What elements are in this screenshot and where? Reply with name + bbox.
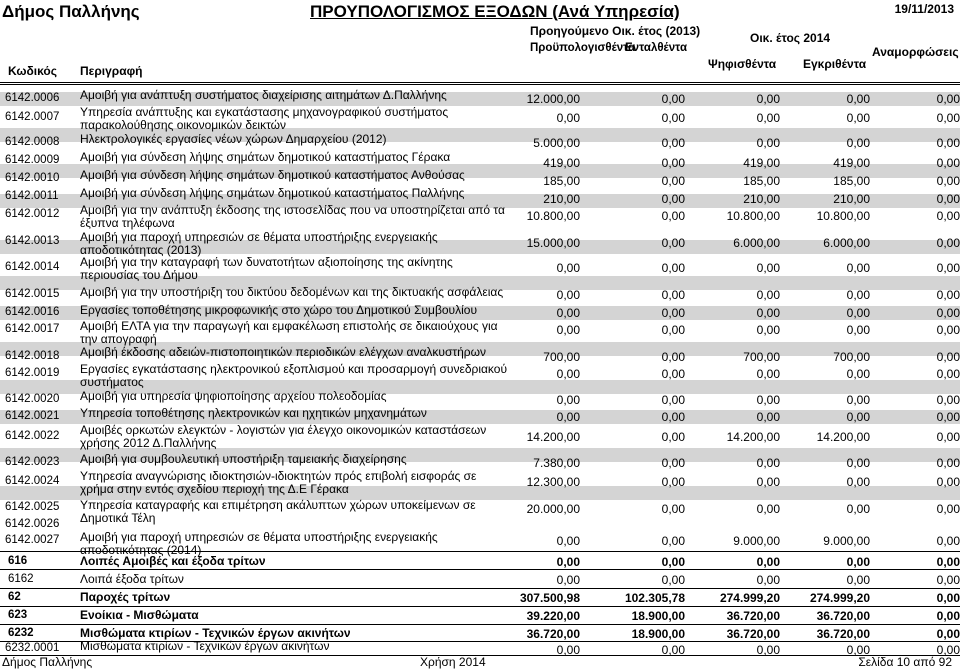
row-desc: Αμοιβή για παροχή υπηρεσιών σε θέματα υποστήριξης ενεργειακής αποδοτικότητας (2014): [80, 530, 438, 557]
row-revisions: 0,00: [936, 111, 960, 125]
row-desc: Εργασίες εγκατάστασης ηλεκτρονικού εξοπλισμού και προσαρμογή συνεδριακού συστήματος: [80, 362, 508, 389]
row-voted: 0,00: [756, 367, 780, 381]
row-budgeted: 0,00: [556, 367, 580, 381]
summary-budgeted: 0,00: [556, 555, 580, 569]
row-code: 6142.0026: [5, 518, 60, 530]
row-approved: 9.000,00: [823, 534, 870, 548]
row-voted: 700,00: [743, 350, 780, 364]
row-voted: 0,00: [756, 288, 780, 302]
row-voted: 0,00: [756, 306, 780, 320]
row-budgeted: 5.000,00: [533, 136, 580, 150]
row-voted: 0,00: [756, 393, 780, 407]
row-code: 6142.0018: [5, 350, 60, 362]
row-committed: 0,00: [661, 430, 685, 444]
row-approved: 0,00: [846, 261, 870, 275]
row-budgeted: 12.300,00: [526, 475, 580, 489]
row-budgeted: 0,00: [556, 534, 580, 548]
row-budgeted: 20.000,00: [526, 502, 580, 516]
row-voted: 210,00: [743, 192, 780, 206]
row-approved: 0,00: [846, 323, 870, 337]
row-budgeted: 210,00: [543, 192, 580, 206]
summary-committed: 0,00: [661, 573, 685, 587]
row-voted: 0,00: [756, 92, 780, 106]
row-revisions: 0,00: [936, 430, 960, 444]
row-code: 6142.0025: [5, 501, 60, 513]
row-desc: Αμοιβή για την ανάπτυξη έκδοσης της ιστοσελίδας που να υποστηρίζεται από τα έξυπνα τηλέφωνα: [80, 203, 505, 230]
row-approved: 14.200,00: [816, 430, 870, 444]
row-budgeted: 12.000,00: [526, 92, 580, 106]
row-voted: 9.000,00: [733, 534, 780, 548]
footer-municipality: Δήμος Παλλήνης: [2, 655, 93, 669]
header-divider-2: [0, 84, 960, 85]
row-code: 6142.0012: [5, 208, 60, 220]
row-code: 6142.0009: [5, 154, 60, 166]
row-committed: 0,00: [661, 209, 685, 223]
row-voted: 6.000,00: [733, 236, 780, 250]
row-revisions: 0,00: [936, 306, 960, 320]
row-revisions: 0,00: [936, 393, 960, 407]
row-code: 6142.0010: [5, 172, 60, 184]
summary-voted: 0,00: [756, 555, 780, 569]
summary-revisions: 0,00: [936, 627, 960, 641]
row-desc: Υπηρεσία αναγνώρισης ιδιοκτησιών-ιδιοκτητών πρός επιβολή εισφοράς σε χρήμα στην εντός σχεδίου περιοχή της Δ.Ε Γέρακα: [80, 469, 477, 496]
row-desc: Αμοιβή ΕΛΤΑ για την παραγωγή και εμφακέλωση επιστολής σε δικαιούχους για την απογραφή: [80, 319, 498, 346]
row-budgeted: 10.800,00: [526, 209, 580, 223]
row-committed: 0,00: [661, 456, 685, 470]
summary-code: 623: [8, 609, 28, 621]
voted-header: Ψηφισθέντα: [708, 57, 777, 71]
row-committed: 0,00: [661, 288, 685, 302]
summary-revisions: 0,00: [936, 591, 960, 605]
row-approved: 0,00: [846, 288, 870, 302]
row-committed: 0,00: [661, 156, 685, 170]
row-committed: 0,00: [661, 502, 685, 516]
row-desc: Αμοιβή για ανάπτυξη συστήματος διαχείρισης αιτημάτων Δ.Παλλήνης: [80, 88, 447, 102]
row-budgeted: 0,00: [556, 111, 580, 125]
row-approved: 10.800,00: [816, 209, 870, 223]
summary-desc: Λοιπά έξοδα τρίτων: [80, 572, 184, 586]
summary-committed: 102.305,78: [624, 591, 685, 605]
row-revisions: 0,00: [936, 502, 960, 516]
row-approved: 0,00: [846, 136, 870, 150]
row-committed: 0,00: [661, 136, 685, 150]
row-desc: Αμοιβή για σύνδεση λήψης σημάτων δημοτικού καταστήματος Παλλήνης: [80, 186, 465, 200]
row-approved: 210,00: [833, 192, 870, 206]
row-approved: 0,00: [846, 456, 870, 470]
row-desc: Αμοιβή για παροχή υπηρεσιών σε θέματα υποστήριξης ενεργειακής αποδοτικότητας (2013): [80, 230, 438, 257]
description-header: Περιγραφή: [80, 64, 143, 78]
row-approved: 0,00: [846, 367, 870, 381]
row-approved: 0,00: [846, 475, 870, 489]
row-approved: 185,00: [833, 174, 870, 188]
municipality-title: Δήμος Παλλήνης: [2, 2, 140, 21]
summary-voted: 0,00: [756, 573, 780, 587]
footer-page: Σελίδα 10 από 92: [858, 655, 952, 669]
row-approved: 0,00: [846, 393, 870, 407]
row-revisions: 0,00: [936, 236, 960, 250]
summary-committed: 0,00: [661, 643, 685, 657]
row-revisions: 0,00: [936, 475, 960, 489]
summary-budgeted: 39.220,00: [526, 609, 580, 623]
row-revisions: 0,00: [936, 156, 960, 170]
report-title: ΠΡΟΥΠΟΛΟΓΙΣΜΟΣ ΕΞΟΔΩΝ (Ανά Υπηρεσία): [310, 2, 680, 21]
summary-approved: 36.720,00: [816, 609, 870, 623]
code-header: Κωδικός: [8, 64, 58, 78]
row-committed: 0,00: [661, 92, 685, 106]
row-revisions: 0,00: [936, 92, 960, 106]
row-committed: 0,00: [661, 475, 685, 489]
row-desc: Αμοιβή για υπηρεσία ψηφιοποίησης αρχείου πολεοδομίας: [80, 389, 387, 403]
summary-divider: [0, 624, 960, 625]
summary-voted: 0,00: [756, 643, 780, 657]
row-voted: 0,00: [756, 261, 780, 275]
row-budgeted: 0,00: [556, 410, 580, 424]
row-budgeted: 0,00: [556, 323, 580, 337]
summary-voted: 274.999,20: [719, 591, 780, 605]
row-approved: 0,00: [846, 410, 870, 424]
summary-budgeted: 307.500,98: [519, 591, 580, 605]
summary-approved: 274.999,20: [809, 591, 870, 605]
row-code: 6142.0015: [5, 288, 60, 300]
prev-year-header: Προηγούμενο Οικ. έτος (2013): [530, 24, 701, 38]
summary-divider: [0, 551, 960, 552]
row-desc: Υπηρεσία ανάπτυξης και εγκατάστασης μηχανογραφικού συστήματος παρακολούθησης οικονομικών δεικτών: [80, 105, 449, 132]
summary-revisions: 0,00: [936, 609, 960, 623]
row-code: 6142.0013: [5, 235, 60, 247]
summary-approved: 0,00: [846, 643, 870, 657]
row-committed: 0,00: [661, 367, 685, 381]
summary-committed: 0,00: [661, 555, 685, 569]
row-voted: 0,00: [756, 136, 780, 150]
row-code: 6142.0006: [5, 92, 60, 104]
row-code: 6142.0019: [5, 367, 60, 379]
approved-header: Εγκριθέντα: [803, 57, 867, 71]
summary-code: 6232: [8, 627, 34, 639]
summary-revisions: 0,00: [936, 555, 960, 569]
summary-code: 6162: [8, 573, 34, 585]
row-desc: Αμοιβή για σύνδεση λήψης σημάτων δημοτικού καταστήματος Ανθούσας: [80, 168, 465, 182]
row-committed: 0,00: [661, 534, 685, 548]
row-budgeted: 7.380,00: [533, 456, 580, 470]
row-committed: 0,00: [661, 393, 685, 407]
row-desc: Υπηρεσία τοποθέτησης ηλεκτρονικών και ηχητικών μηχανημάτων: [80, 406, 427, 420]
row-desc: Υπηρεσία καταγραφής και επιμέτρηση ακάλυπτων χώρων υποκείμενων σε Δημοτικά Τέλη: [80, 498, 476, 525]
summary-divider: [0, 569, 960, 570]
row-approved: 0,00: [846, 306, 870, 320]
row-revisions: 0,00: [936, 410, 960, 424]
row-budgeted: 700,00: [543, 350, 580, 364]
row-approved: 700,00: [833, 350, 870, 364]
row-code: 6142.0016: [5, 306, 60, 318]
summary-approved: 0,00: [846, 573, 870, 587]
summary-desc: Μισθώματα κτιρίων - Τεχνικών έργων ακινήτων: [80, 626, 351, 640]
row-budgeted: 419,00: [543, 156, 580, 170]
row-revisions: 0,00: [936, 534, 960, 548]
row-committed: 0,00: [661, 306, 685, 320]
summary-desc: Μισθώματα κτιρίων - Τεχνικών έργων ακινήτων: [80, 639, 330, 653]
summary-code: 6232.0001: [5, 642, 60, 654]
row-voted: 0,00: [756, 111, 780, 125]
row-voted: 0,00: [756, 502, 780, 516]
row-approved: 0,00: [846, 111, 870, 125]
row-budgeted: 0,00: [556, 393, 580, 407]
row-code: 6142.0021: [5, 410, 60, 422]
row-committed: 0,00: [661, 236, 685, 250]
summary-committed: 18.900,00: [631, 609, 685, 623]
row-approved: 6.000,00: [823, 236, 870, 250]
row-revisions: 0,00: [936, 367, 960, 381]
summary-desc: Ενοίκια - Μισθώματα: [80, 608, 199, 622]
row-code: 6142.0027: [5, 534, 60, 546]
summary-divider: [0, 588, 960, 589]
row-desc: Αμοιβή για την καταγραφή των δυνατοτήτων αξιοποίησης της ακίνητης περιουσίας του Δήμου: [80, 255, 453, 282]
row-revisions: 0,00: [936, 174, 960, 188]
row-desc: Αμοιβή για συμβουλευτική υποστήριξη ταμειακής διαχείρησης: [80, 452, 407, 466]
summary-code: 62: [8, 591, 21, 603]
header-divider: [0, 82, 960, 83]
row-committed: 0,00: [661, 174, 685, 188]
row-voted: 0,00: [756, 456, 780, 470]
summary-desc: Λοιπές Αμοιβές και έξοδα τρίτων: [80, 554, 266, 568]
row-desc: Αμοιβή για την υποστήριξη του δικτύου δεδομένων και της δικτυακής ασφάλειας: [80, 285, 504, 299]
summary-voted: 36.720,00: [726, 609, 780, 623]
row-code: 6142.0017: [5, 323, 60, 335]
summary-revisions: 0,00: [936, 643, 960, 657]
row-approved: 0,00: [846, 502, 870, 516]
row-budgeted: 0,00: [556, 306, 580, 320]
row-committed: 0,00: [661, 192, 685, 206]
row-revisions: 0,00: [936, 456, 960, 470]
row-revisions: 0,00: [936, 261, 960, 275]
summary-desc: Παροχές τρίτων: [80, 590, 171, 604]
row-voted: 185,00: [743, 174, 780, 188]
row-voted: 0,00: [756, 323, 780, 337]
revisions-header: Αναμορφώσεις: [872, 45, 959, 59]
row-approved: 0,00: [846, 92, 870, 106]
row-voted: 14.200,00: [726, 430, 780, 444]
summary-budgeted: 36.720,00: [526, 627, 580, 641]
row-committed: 0,00: [661, 350, 685, 364]
row-budgeted: 185,00: [543, 174, 580, 188]
summary-voted: 36.720,00: [726, 627, 780, 641]
row-code: 6142.0023: [5, 456, 60, 468]
row-desc: Ηλεκτρολογικές εργασίες νέων χώρων Δημαρχείου (2012): [80, 132, 387, 146]
row-voted: 10.800,00: [726, 209, 780, 223]
summary-approved: 36.720,00: [816, 627, 870, 641]
summary-budgeted: 0,00: [556, 643, 580, 657]
cur-year-header: Οικ. έτος 2014: [750, 31, 831, 45]
summary-code: 616: [8, 555, 28, 567]
summary-committed: 18.900,00: [631, 627, 685, 641]
row-code: 6142.0022: [5, 430, 60, 442]
row-code: 6142.0024: [5, 475, 60, 487]
summary-divider: [0, 606, 960, 607]
row-committed: 0,00: [661, 261, 685, 275]
row-code: 6142.0014: [5, 261, 60, 273]
row-desc: Εργασίες τοποθέτησης μικροφωνικής στο χώρο του Δημοτικού Συμβουλίου: [80, 303, 478, 317]
row-budgeted: 15.000,00: [526, 236, 580, 250]
budgeted-header: Προϋπολογισθέντα: [530, 42, 636, 54]
row-revisions: 0,00: [936, 192, 960, 206]
row-code: 6142.0020: [5, 393, 60, 405]
row-desc: Αμοιβή έκδοσης αδειών-πιστοποιητικών περιοδικών ελέγχων αναλκυστήρων: [80, 345, 486, 359]
committed-header: Ενταλθέντα: [625, 42, 688, 54]
row-revisions: 0,00: [936, 136, 960, 150]
row-voted: 419,00: [743, 156, 780, 170]
row-revisions: 0,00: [936, 323, 960, 337]
summary-budgeted: 0,00: [556, 573, 580, 587]
row-code: 6142.0011: [5, 190, 59, 202]
summary-revisions: 0,00: [936, 573, 960, 587]
row-approved: 419,00: [833, 156, 870, 170]
row-committed: 0,00: [661, 111, 685, 125]
row-code: 6142.0008: [5, 136, 60, 148]
row-committed: 0,00: [661, 323, 685, 337]
row-committed: 0,00: [661, 410, 685, 424]
row-desc: Αμοιβή για σύνδεση λήψης σημάτων δημοτικού καταστήματος Γέρακα: [80, 150, 451, 164]
footer-year: Χρήση 2014: [420, 655, 486, 669]
row-budgeted: 14.200,00: [526, 430, 580, 444]
row-desc: Αμοιβές ορκωτών ελεγκτών - λογιστών για έλεγχο οικονομικών καταστάσεων χρήσης 2012 Δ.Παλλήνης: [80, 423, 487, 450]
row-revisions: 0,00: [936, 350, 960, 364]
row-code: 6142.0007: [5, 111, 60, 123]
row-voted: 0,00: [756, 475, 780, 489]
row-budgeted: 0,00: [556, 261, 580, 275]
summary-approved: 0,00: [846, 555, 870, 569]
report-date: 19/11/2013: [894, 2, 954, 16]
row-voted: 0,00: [756, 410, 780, 424]
row-revisions: 0,00: [936, 209, 960, 223]
row-budgeted: 0,00: [556, 288, 580, 302]
row-revisions: 0,00: [936, 288, 960, 302]
